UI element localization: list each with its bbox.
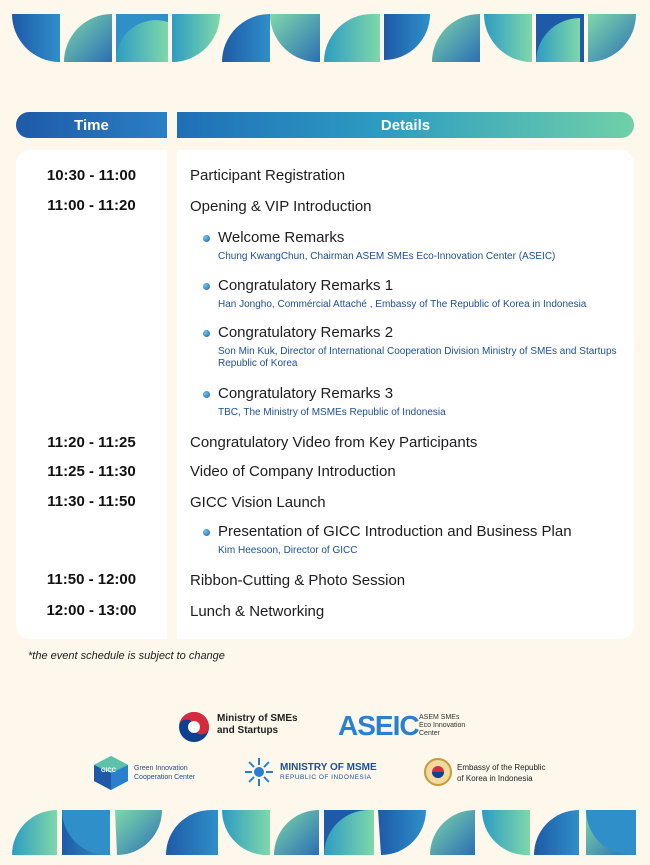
sub-session-speaker: Kim Heesoon, Director of GICC [218, 545, 358, 556]
ministry-msme-logo [244, 757, 394, 789]
aseic-logo [338, 710, 478, 744]
msme-sun-icon [244, 757, 274, 787]
bullet-icon [203, 283, 210, 290]
session-title: Congratulatory Video from Key Participants [190, 434, 478, 451]
sub-session-speaker: Chung KwangChun, Chairman ASEM SMEs Eco-Innovation Center (ASEIC) [218, 251, 556, 262]
time-column-header: Time [16, 112, 167, 138]
time-slot: 11:20 - 11:25 [47, 434, 136, 451]
session-title: Lunch & Networking [190, 603, 325, 620]
ministry-smes-logo [178, 710, 308, 744]
sub-session-speaker: Han Jongho, Commércial Attaché , Embassy of The Republic of Korea in Indonesia [218, 299, 587, 310]
time-slot: 10:30 - 11:00 [46, 167, 137, 184]
msme-title: MINISTRY OF MSME [280, 762, 377, 773]
gicc-name: Green Innovation Cooperation Center [134, 765, 196, 781]
gicc-mark: GICC [101, 768, 116, 774]
session-title: Ribbon-Cutting & Photo Session [190, 572, 406, 589]
bullet-icon [203, 330, 210, 337]
sub-session-title: Welcome Remarks [218, 229, 345, 246]
time-column-card [16, 150, 167, 639]
sub-session-speaker: Son Min Kuk, Director of International Cooperation Division Ministry of SMEs and Startups Republic of Korea [218, 346, 617, 369]
session-title: Participant Registration [190, 167, 346, 184]
gicc-logo [92, 755, 212, 791]
sub-session-title: Congratulatory Remarks 3 [218, 385, 394, 402]
details-column-header: Details [177, 112, 634, 138]
sub-session-title: Congratulatory Remarks 1 [218, 277, 394, 294]
aseic-wordmark: ASEIC [338, 710, 419, 741]
bullet-icon [203, 235, 210, 242]
table-header [16, 112, 634, 138]
session-title: Video of Company Introduction [190, 463, 396, 480]
sub-session-title: Presentation of GICC Introduction and Business Plan [218, 523, 572, 540]
aseic-name: ASEM SMEs Eco Innovation Center [419, 714, 466, 737]
bullet-icon [203, 391, 210, 398]
bullet-icon [203, 529, 210, 536]
sub-session-title: Congratulatory Remarks 2 [218, 324, 394, 341]
time-slot: 11:25 - 11:30 [47, 463, 136, 480]
embassy-logo [424, 757, 564, 789]
korea-taegeuk-icon [178, 711, 210, 743]
time-slot: 11:30 - 11:50 [47, 493, 136, 510]
session-title: GICC Vision Launch [190, 494, 326, 511]
time-slot: 12:00 - 13:00 [46, 602, 137, 619]
session-title: Opening & VIP Introduction [190, 198, 372, 215]
ministry-smes-name: Ministry of SMEs and Startups [217, 713, 298, 736]
embassy-name: Embassy of the Republic of Korea in Indonesia [457, 763, 546, 783]
msme-subtitle: REPUBLIC OF INDONESIA [280, 774, 372, 781]
embassy-emblem-icon [424, 757, 452, 787]
time-slot: 11:00 - 11:20 [47, 197, 136, 214]
schedule-disclaimer: *the event schedule is subject to change [28, 650, 225, 662]
top-decorative-pattern [0, 14, 650, 62]
time-slot: 11:50 - 12:00 [46, 571, 137, 588]
sub-session-speaker: TBC, The Ministry of MSMEs Republic of Indonesia [218, 407, 446, 418]
bottom-decorative-pattern [0, 810, 650, 855]
